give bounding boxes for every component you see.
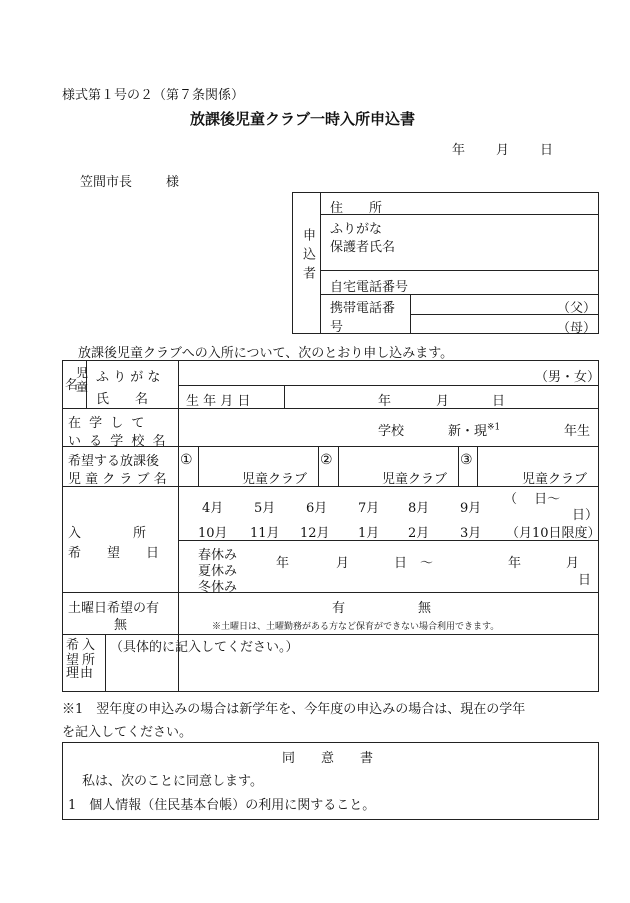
grade-suffix: 年生 — [564, 424, 591, 439]
mobile-phone-label: 携帯電話番 — [330, 301, 396, 316]
vac-day-2: 日 — [578, 573, 592, 588]
vacation-spring: 春休み — [198, 548, 238, 563]
mobile-phone-label-2: 号 — [330, 320, 344, 335]
month-row2-item: 12月 — [300, 526, 330, 541]
consent-title: 同 意 書 — [282, 751, 374, 766]
vac-month: 月 — [336, 556, 350, 571]
month-row2-item: 10月 — [198, 526, 228, 541]
month-row1-item: 4月 — [202, 501, 224, 516]
school-label-1: 在 学 し て — [68, 416, 147, 431]
club-choice-2-suffix: 児童クラブ — [382, 472, 448, 487]
vacation-winter: 冬休み — [198, 580, 238, 595]
school-label-2: い る 学 校 名 — [68, 434, 168, 449]
month-row2-item: 11月 — [250, 526, 280, 541]
reason-label: 希望 入所 理由 — [66, 638, 97, 681]
vac-year: 年 — [276, 556, 290, 571]
range-open: （ 日～ — [504, 492, 561, 507]
consent-line-2: 1 個人情報（住民基本台帳）の利用に関すること。 — [68, 798, 376, 813]
consent-line-1: 私は、次のことに同意します。 — [82, 774, 263, 789]
month-row1-item: 7月 — [358, 501, 380, 516]
saturday-label-1: 土曜日希望の有 — [68, 601, 160, 616]
club-choice-3-num: ③ — [460, 452, 473, 468]
footnote-line-1: ※1 翌年度の申込みの場合は新学年を、今年度の申込みの場合は、現在の学年 — [62, 702, 526, 717]
footnote-line-2: を記入してください。 — [62, 725, 193, 740]
vac-tilde: ～ — [420, 556, 434, 571]
guardian-name-label: 保護者氏名 — [330, 240, 396, 255]
addressee-name: 笠間市長 — [80, 175, 133, 190]
range-close: 日） — [572, 508, 599, 523]
vac-day: 日 — [394, 556, 408, 571]
birth-year: 年 — [378, 394, 392, 409]
addressee-honorific: 様 — [166, 175, 180, 190]
new-current: 新・現$^{※1}$ — [448, 422, 501, 439]
address-label: 住 所 — [330, 201, 383, 216]
birth-day: 日 — [492, 394, 506, 409]
club-choice-3-suffix: 児童クラブ — [522, 472, 588, 487]
mother-label: （母） — [557, 321, 597, 336]
vac-year-2: 年 — [508, 556, 522, 571]
form-number: 様式第１号の２（第７条関係） — [62, 88, 245, 103]
applicant-section-label: 申込者 — [300, 228, 315, 285]
child-furigana-label: ふ り が な — [96, 370, 161, 385]
saturday-note: ※土曜日は、土曜勤務がある方など保育ができない場合利用できます。 — [212, 622, 500, 632]
month-row2-item: 1月 — [358, 526, 380, 541]
saturday-label-2: 無 — [114, 618, 128, 633]
child-name-label-a: 名 — [65, 378, 79, 393]
home-phone-label: 自宅電話番号 — [330, 280, 409, 295]
month-row2-item: 2月 — [408, 526, 430, 541]
father-label: （父） — [557, 301, 597, 316]
gender-choice: （男・女） — [535, 370, 601, 385]
month-row2-item: 3月 — [460, 526, 482, 541]
month-row1-item: 5月 — [254, 501, 276, 516]
date-year: 年 — [452, 143, 466, 158]
club-label-2: 児 童 ク ラ ブ 名 — [68, 472, 167, 487]
saturday-no: 無 — [418, 601, 432, 616]
intro-text: 放課後児童クラブへの入所について、次のとおり申し込みます。 — [78, 346, 454, 361]
club-choice-1-num: ① — [180, 452, 193, 468]
reason-instruction: （具体的に記入してください。） — [110, 640, 299, 655]
child-name-label-b: 児童 — [76, 366, 89, 394]
vacation-summer: 夏休み — [198, 564, 238, 579]
month-row1-item: 9月 — [460, 501, 482, 516]
club-choice-1-suffix: 児童クラブ — [242, 472, 308, 487]
child-name-label: 氏 名 — [96, 392, 149, 407]
month-limit: （月10日限度） — [506, 526, 601, 541]
saturday-yes: 有 — [332, 601, 346, 616]
page-title: 放課後児童クラブ一時入所申込書 — [190, 110, 416, 128]
vac-month-2: 月 — [566, 556, 580, 571]
birth-month: 月 — [436, 394, 450, 409]
furigana-label: ふりがな — [330, 222, 383, 237]
entry-label-1: 入 所 — [68, 526, 147, 541]
club-choice-2-num: ② — [320, 452, 333, 468]
month-row1-item: 6月 — [306, 501, 328, 516]
entry-label-2: 希 望 日 — [68, 546, 160, 561]
date-month: 月 — [496, 143, 510, 158]
school-suffix: 学校 — [378, 424, 405, 439]
club-label-1: 希望する放課後 — [68, 454, 160, 469]
month-row1-item: 8月 — [408, 501, 430, 516]
birth-label: 生 年 月 日 — [186, 394, 251, 409]
date-day: 日 — [540, 143, 554, 158]
